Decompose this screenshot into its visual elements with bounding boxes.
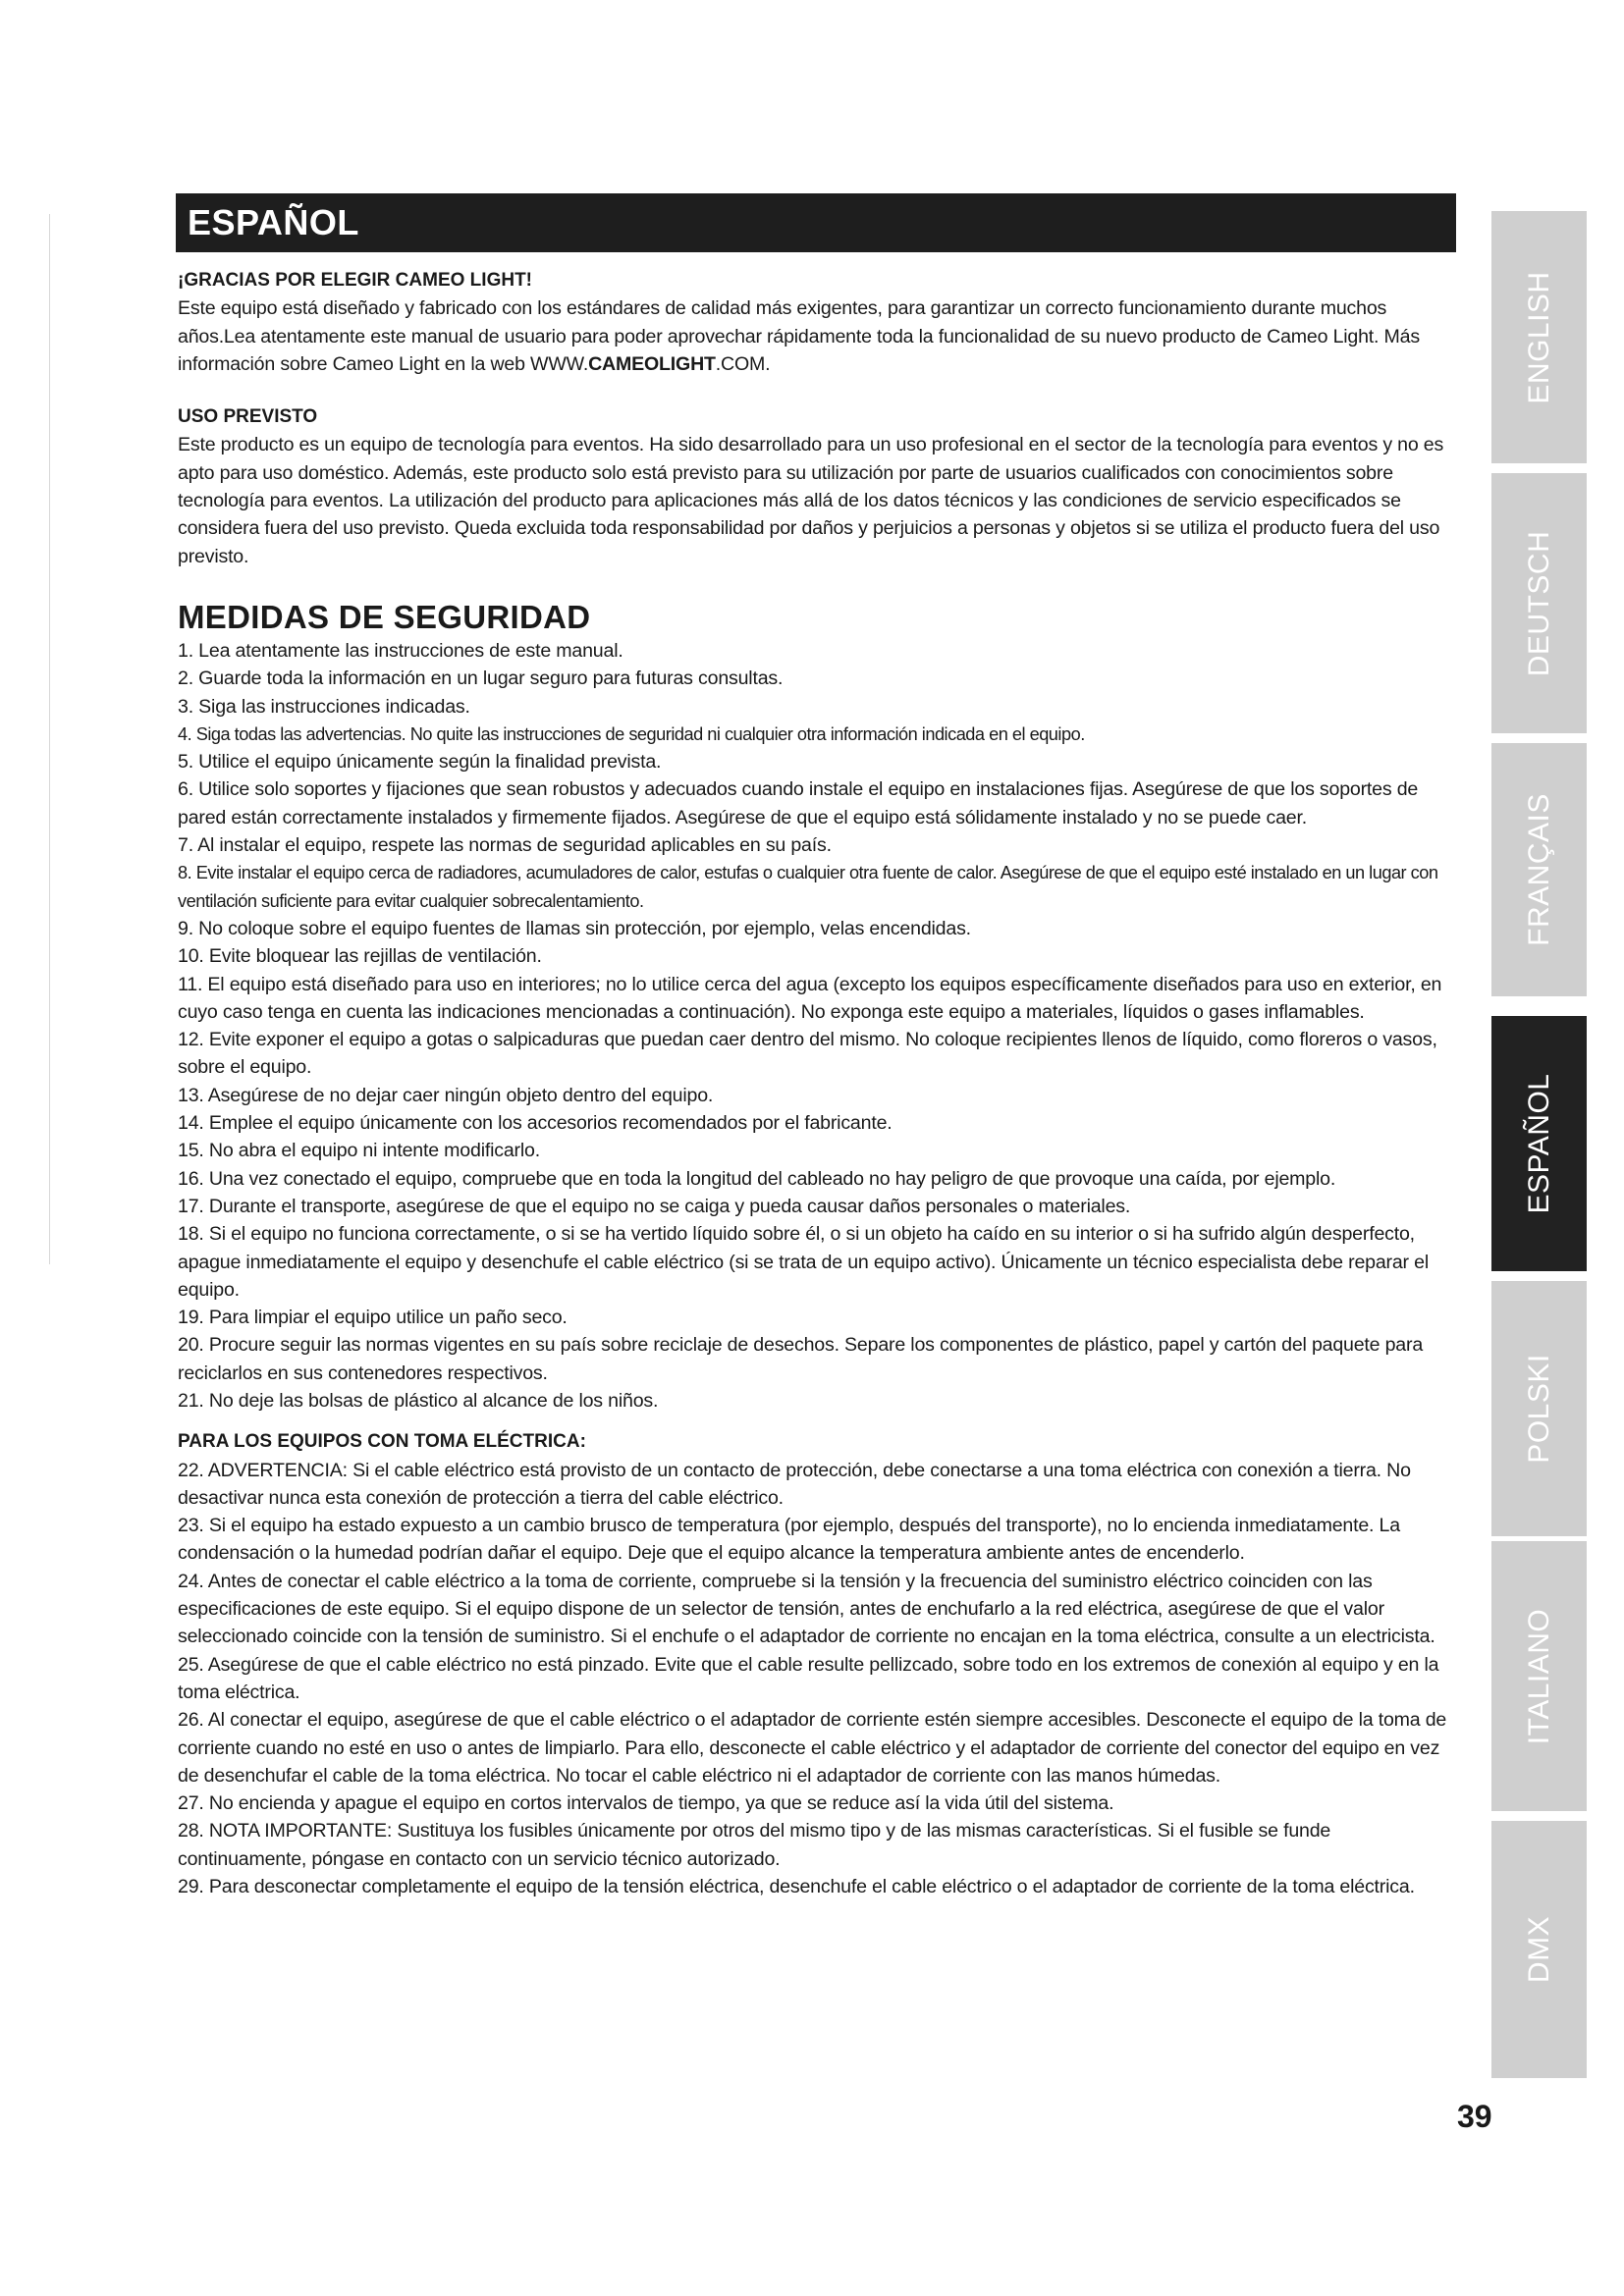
tab-italiano[interactable] bbox=[1491, 1541, 1587, 1811]
list-item: 11. El equipo está diseñado para uso en interiores; no lo utilice cerca del agua (excepto los equipos específicamente diseñados para uso en exterior, en cuyo caso tenga en cuenta las indicaciones mencionadas a continuación). No exponga este equipo a materiales, líquidos o gases inflamables. bbox=[178, 973, 1442, 1023]
list-item: 21. No deje las bolsas de plástico al alcance de los niños. bbox=[178, 1389, 659, 1412]
section-banner: ESPAÑOL bbox=[176, 193, 1456, 252]
tab-label: FRANÇAIS bbox=[1522, 793, 1555, 946]
thanks-text-2: .COM. bbox=[715, 352, 771, 375]
list-item: 1. Lea atentamente las instrucciones de este manual. bbox=[178, 639, 623, 662]
page-number: 39 bbox=[1457, 2099, 1492, 2134]
list-item: 23. Si el equipo ha estado expuesto a un cambio brusco de temperatura (por ejemplo, después del transporte), no lo encienda inmediatamente. La condensación o la humedad podrían dañar el equipo. Deje que el equipo alcance la temperatura ambiente antes de encenderlo. bbox=[178, 1515, 1400, 1565]
tab-dmx[interactable] bbox=[1491, 1821, 1587, 2078]
list-item: 10. Evite bloquear las rejillas de ventilación. bbox=[178, 945, 542, 968]
power-heading: PARA LOS EQUIPOS CON TOMA ELÉCTRICA: bbox=[178, 1431, 586, 1453]
list-item: 20. Procure seguir las normas vigentes en su país sobre reciclaje de desechos. Separe los componentes de plástico, papel y cartón del paquete para reciclarlos en sus contenedores respectivos. bbox=[178, 1334, 1424, 1384]
list-item: 28. NOTA IMPORTANTE: Sustituya los fusibles únicamente por otros del mismo tipo y de las mismas características. Si el fusible se funde continuamente, póngase en contacto con un servicio técnico autorizado. bbox=[178, 1820, 1331, 1870]
list-item: 27. No encienda y apague el equipo en cortos intervalos de tiempo, ya que se reduce así la vida útil del sistema. bbox=[178, 1792, 1114, 1815]
list-item: 18. Si el equipo no funciona correctamente, o si se ha vertido líquido sobre él, o si un objeto ha caído en su interior o si ha sufrido algún desperfecto, apague inmediatamente el equipo y desenchufe el cable eléctrico (si se trata de un equipo activo). Únicamente un técnico especialista debe reparar el equipo. bbox=[178, 1223, 1429, 1301]
thanks-heading: ¡GRACIAS POR ELEGIR CAMEO LIGHT! bbox=[178, 270, 532, 291]
tab-label: POLSKI bbox=[1522, 1354, 1555, 1464]
list-item: 5. Utilice el equipo únicamente según la finalidad prevista. bbox=[178, 751, 662, 774]
tab-francais[interactable] bbox=[1491, 743, 1587, 996]
list-item: 12. Evite exponer el equipo a gotas o salpicaduras que puedan caer dentro del mismo. No coloque recipientes llenos de líquido, como floreros o vasos, sobre el equipo. bbox=[178, 1029, 1437, 1079]
page-edge-line bbox=[49, 214, 50, 1264]
list-item: 25. Asegúrese de que el cable eléctrico no está pinzado. Evite que el cable resulte pellizcado, sobre todo en los extremos de conexión al equipo y en la toma eléctrica. bbox=[178, 1653, 1439, 1703]
main-content bbox=[178, 267, 1454, 1900]
list-item: 7. Al instalar el equipo, respete las normas de seguridad aplicables en su país. bbox=[178, 834, 832, 857]
website-brand: CAMEOLIGHT bbox=[588, 352, 716, 375]
list-item: 29. Para desconectar completamente el equipo de la tensión eléctrica, desenchufe el cable eléctrico o el adaptador de corriente de la toma eléctrica. bbox=[178, 1876, 1415, 1898]
thanks-text-1: Este equipo está diseñado y fabricado con los estándares de calidad más exigentes, para garantizar un correcto funcionamiento durante muchos años.Lea atentamente este manual de usuario para poder aprovechar rápidamente toda la funcionalidad de su nuevo producto de Cameo Light. Más información sobre Cameo Light en la web WWW. bbox=[178, 297, 1420, 375]
list-item: 2. Guarde toda la información en un lugar seguro para futuras consultas. bbox=[178, 667, 784, 690]
tab-label: ENGLISH bbox=[1522, 270, 1555, 404]
safety-heading: MEDIDAS DE SEGURIDAD bbox=[178, 598, 591, 635]
list-item: 17. Durante el transporte, asegúrese de que el equipo no se caiga y pueda causar daños personales o materiales. bbox=[178, 1195, 1131, 1217]
list-item: 14. Emplee el equipo únicamente con los accesorios recomendados por el fabricante. bbox=[178, 1112, 893, 1135]
tab-english[interactable] bbox=[1491, 211, 1587, 463]
list-item: 22. ADVERTENCIA: Si el cable eléctrico está provisto de un contacto de protección, debe conectarse a una toma eléctrica con conexión a tierra. No desactivar nunca esta conexión de protección a tierra del cable eléctrico. bbox=[178, 1459, 1411, 1509]
thanks-paragraph bbox=[178, 294, 1454, 378]
power-list bbox=[178, 1457, 1454, 1901]
list-item: 3. Siga las instrucciones indicadas. bbox=[178, 695, 470, 718]
list-item: 9. No coloque sobre el equipo fuentes de llamas sin protección, por ejemplo, velas encendidas. bbox=[178, 917, 971, 939]
list-item: 8. Evite instalar el equipo cerca de radiadores, acumuladores de calor, estufas o cualquier otra fuente de calor. Asegúrese de que el equipo esté instalado en un lugar con ventilación suficiente para evitar cualquier sobrecalentamiento. bbox=[178, 863, 1438, 911]
tab-label: DMX bbox=[1522, 1915, 1555, 1984]
tab-deutsch[interactable] bbox=[1491, 473, 1587, 733]
list-item: 15. No abra el equipo ni intente modificarlo. bbox=[178, 1140, 540, 1162]
list-item: 26. Al conectar el equipo, asegúrese de que el cable eléctrico o el adaptador de corriente estén siempre accesibles. Desconecte el equipo de la toma de corriente cuando no esté en uso o antes de limpiarlo. Para ello, desconecte el cable eléctrico y el adaptador de corriente del conector del equipo en vez de desenchufar el cable de la toma eléctrica. No tocar el cable eléctrico ni el adaptador de corriente con las manos húmedas. bbox=[178, 1709, 1447, 1787]
list-item: 13. Asegúrese de no dejar caer ningún objeto dentro del equipo. bbox=[178, 1084, 714, 1106]
list-item: 19. Para limpiar el equipo utilice un paño seco. bbox=[178, 1307, 568, 1329]
tab-polski[interactable] bbox=[1491, 1281, 1587, 1536]
tab-label: ITALIANO bbox=[1522, 1608, 1555, 1744]
tab-label: DEUTSCH bbox=[1522, 530, 1555, 676]
list-item: 24. Antes de conectar el cable eléctrico a la toma de corriente, compruebe si la tensión y la frecuencia del suministro eléctrico coinciden con las especificaciones de este equipo. Si el equipo dispone de un selector de tensión, antes de enchufarlo a la red eléctrica, asegúrese de que el valor seleccionado coincide con la tensión de suministro. Si el enchufe o el adaptador de corriente no encajan en la toma eléctrica, consulte a un electricista. bbox=[178, 1570, 1435, 1648]
tab-espanol[interactable] bbox=[1491, 1016, 1587, 1271]
list-item: 16. Una vez conectado el equipo, compruebe que en toda la longitud del cableado no hay peligro de que provoque una caída, por ejemplo. bbox=[178, 1167, 1336, 1190]
intended-use-paragraph: Este producto es un equipo de tecnología para eventos. Ha sido desarrollado para un uso profesional en el sector de la tecnología para eventos y no es apto para uso doméstico. Además, este producto solo está previsto para su utilización por parte de usuarios cualificados con conocimientos sobre tecnología para eventos. La utilización del producto para aplicaciones más allá de los datos técnicos y las condiciones de servicio especificados se considera fuera del uso previsto. Queda excluida toda responsabilidad por daños y perjuicios a personas y objetos si se utiliza el producto fuera del uso previsto. bbox=[178, 434, 1444, 567]
intended-use-heading: USO PREVISTO bbox=[178, 406, 318, 428]
tab-label: ESPAÑOL bbox=[1522, 1073, 1555, 1214]
list-item: 4. Siga todas las advertencias. No quite las instrucciones de seguridad ni cualquier otra información indicada en el equipo. bbox=[178, 723, 1085, 744]
safety-list bbox=[178, 637, 1454, 1415]
list-item: 6. Utilice solo soportes y fijaciones que sean robustos y adecuados cuando instale el equipo en instalaciones fijas. Asegúrese de que los soportes de pared están correctamente instalados y firmemente fijados. Asegúrese de que el equipo está sólidamente instalado y no se puede caer. bbox=[178, 778, 1419, 828]
